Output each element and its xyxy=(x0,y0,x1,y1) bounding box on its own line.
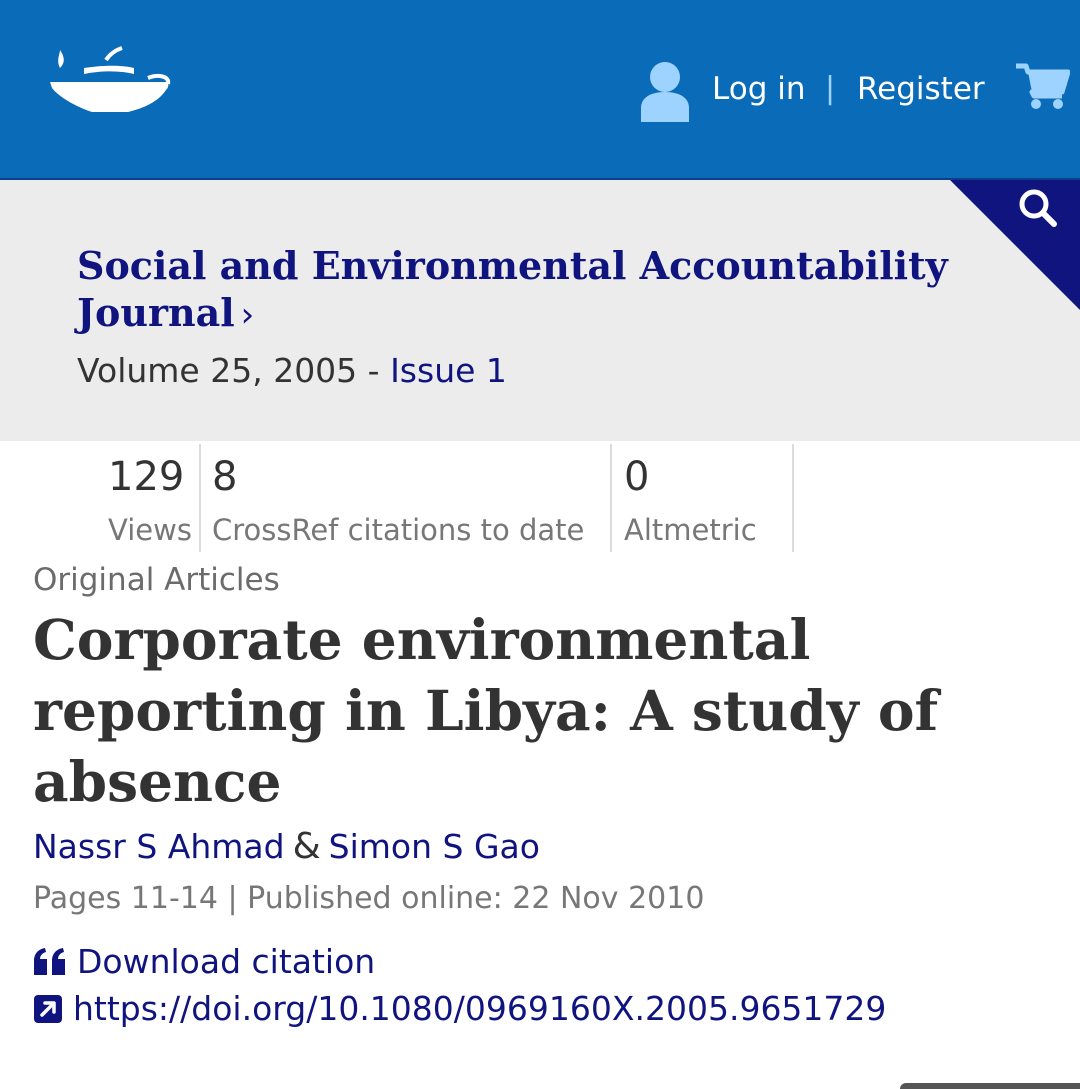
crossref-count: 8 xyxy=(212,454,238,500)
download-citation-label: Download citation xyxy=(77,942,376,981)
external-link-icon xyxy=(33,994,63,1024)
volume-info xyxy=(77,350,507,392)
doi-link[interactable] xyxy=(33,988,886,1030)
metric-crossref[interactable] xyxy=(212,444,612,552)
views-label: Views xyxy=(108,513,192,547)
issue-link[interactable]: Issue 1 xyxy=(390,351,507,390)
quote-icon xyxy=(33,947,67,977)
publication-info: Pages 11-14 | Published online: 22 Nov 2010 xyxy=(33,881,705,916)
journal-title-link[interactable] xyxy=(77,242,977,339)
metric-altmetric[interactable] xyxy=(624,444,794,552)
author-list xyxy=(33,826,540,868)
chevron-right-icon: › xyxy=(240,295,255,335)
views-count: 129 xyxy=(108,454,185,500)
metric-divider xyxy=(199,444,201,552)
author-separator: & xyxy=(292,826,321,867)
author-link[interactable]: Nassr S Ahmad xyxy=(33,827,285,866)
crossref-label: CrossRef citations to date xyxy=(212,513,585,547)
metric-divider xyxy=(792,444,794,552)
journal-banner xyxy=(0,180,1080,441)
journal-title: Social and Environmental Accountability Journal xyxy=(77,243,948,335)
lamp-logo-icon[interactable] xyxy=(48,46,172,118)
metric-views xyxy=(108,444,200,552)
author-link[interactable]: Simon S Gao xyxy=(328,827,540,866)
altmetric-score: 0 xyxy=(624,454,650,500)
metric-divider xyxy=(610,444,612,552)
cart-icon[interactable] xyxy=(1014,62,1070,110)
article-title: Corporate environmental reporting in Libya: A study of absence xyxy=(33,607,939,814)
doi-url: https://doi.org/10.1080/0969160X.2005.9651729 xyxy=(73,989,887,1028)
site-header xyxy=(0,0,1080,180)
article-section: Original Articles xyxy=(33,562,280,598)
volume-text: Volume 25, 2005 - xyxy=(77,351,391,390)
altmetric-label: Altmetric xyxy=(624,513,757,547)
scroll-indicator xyxy=(900,1083,1080,1089)
download-citation-link[interactable] xyxy=(33,941,375,983)
user-icon[interactable] xyxy=(638,60,692,122)
register-link[interactable]: Register xyxy=(857,71,985,107)
login-link[interactable]: Log in xyxy=(712,71,806,107)
header-divider: | xyxy=(825,71,836,106)
